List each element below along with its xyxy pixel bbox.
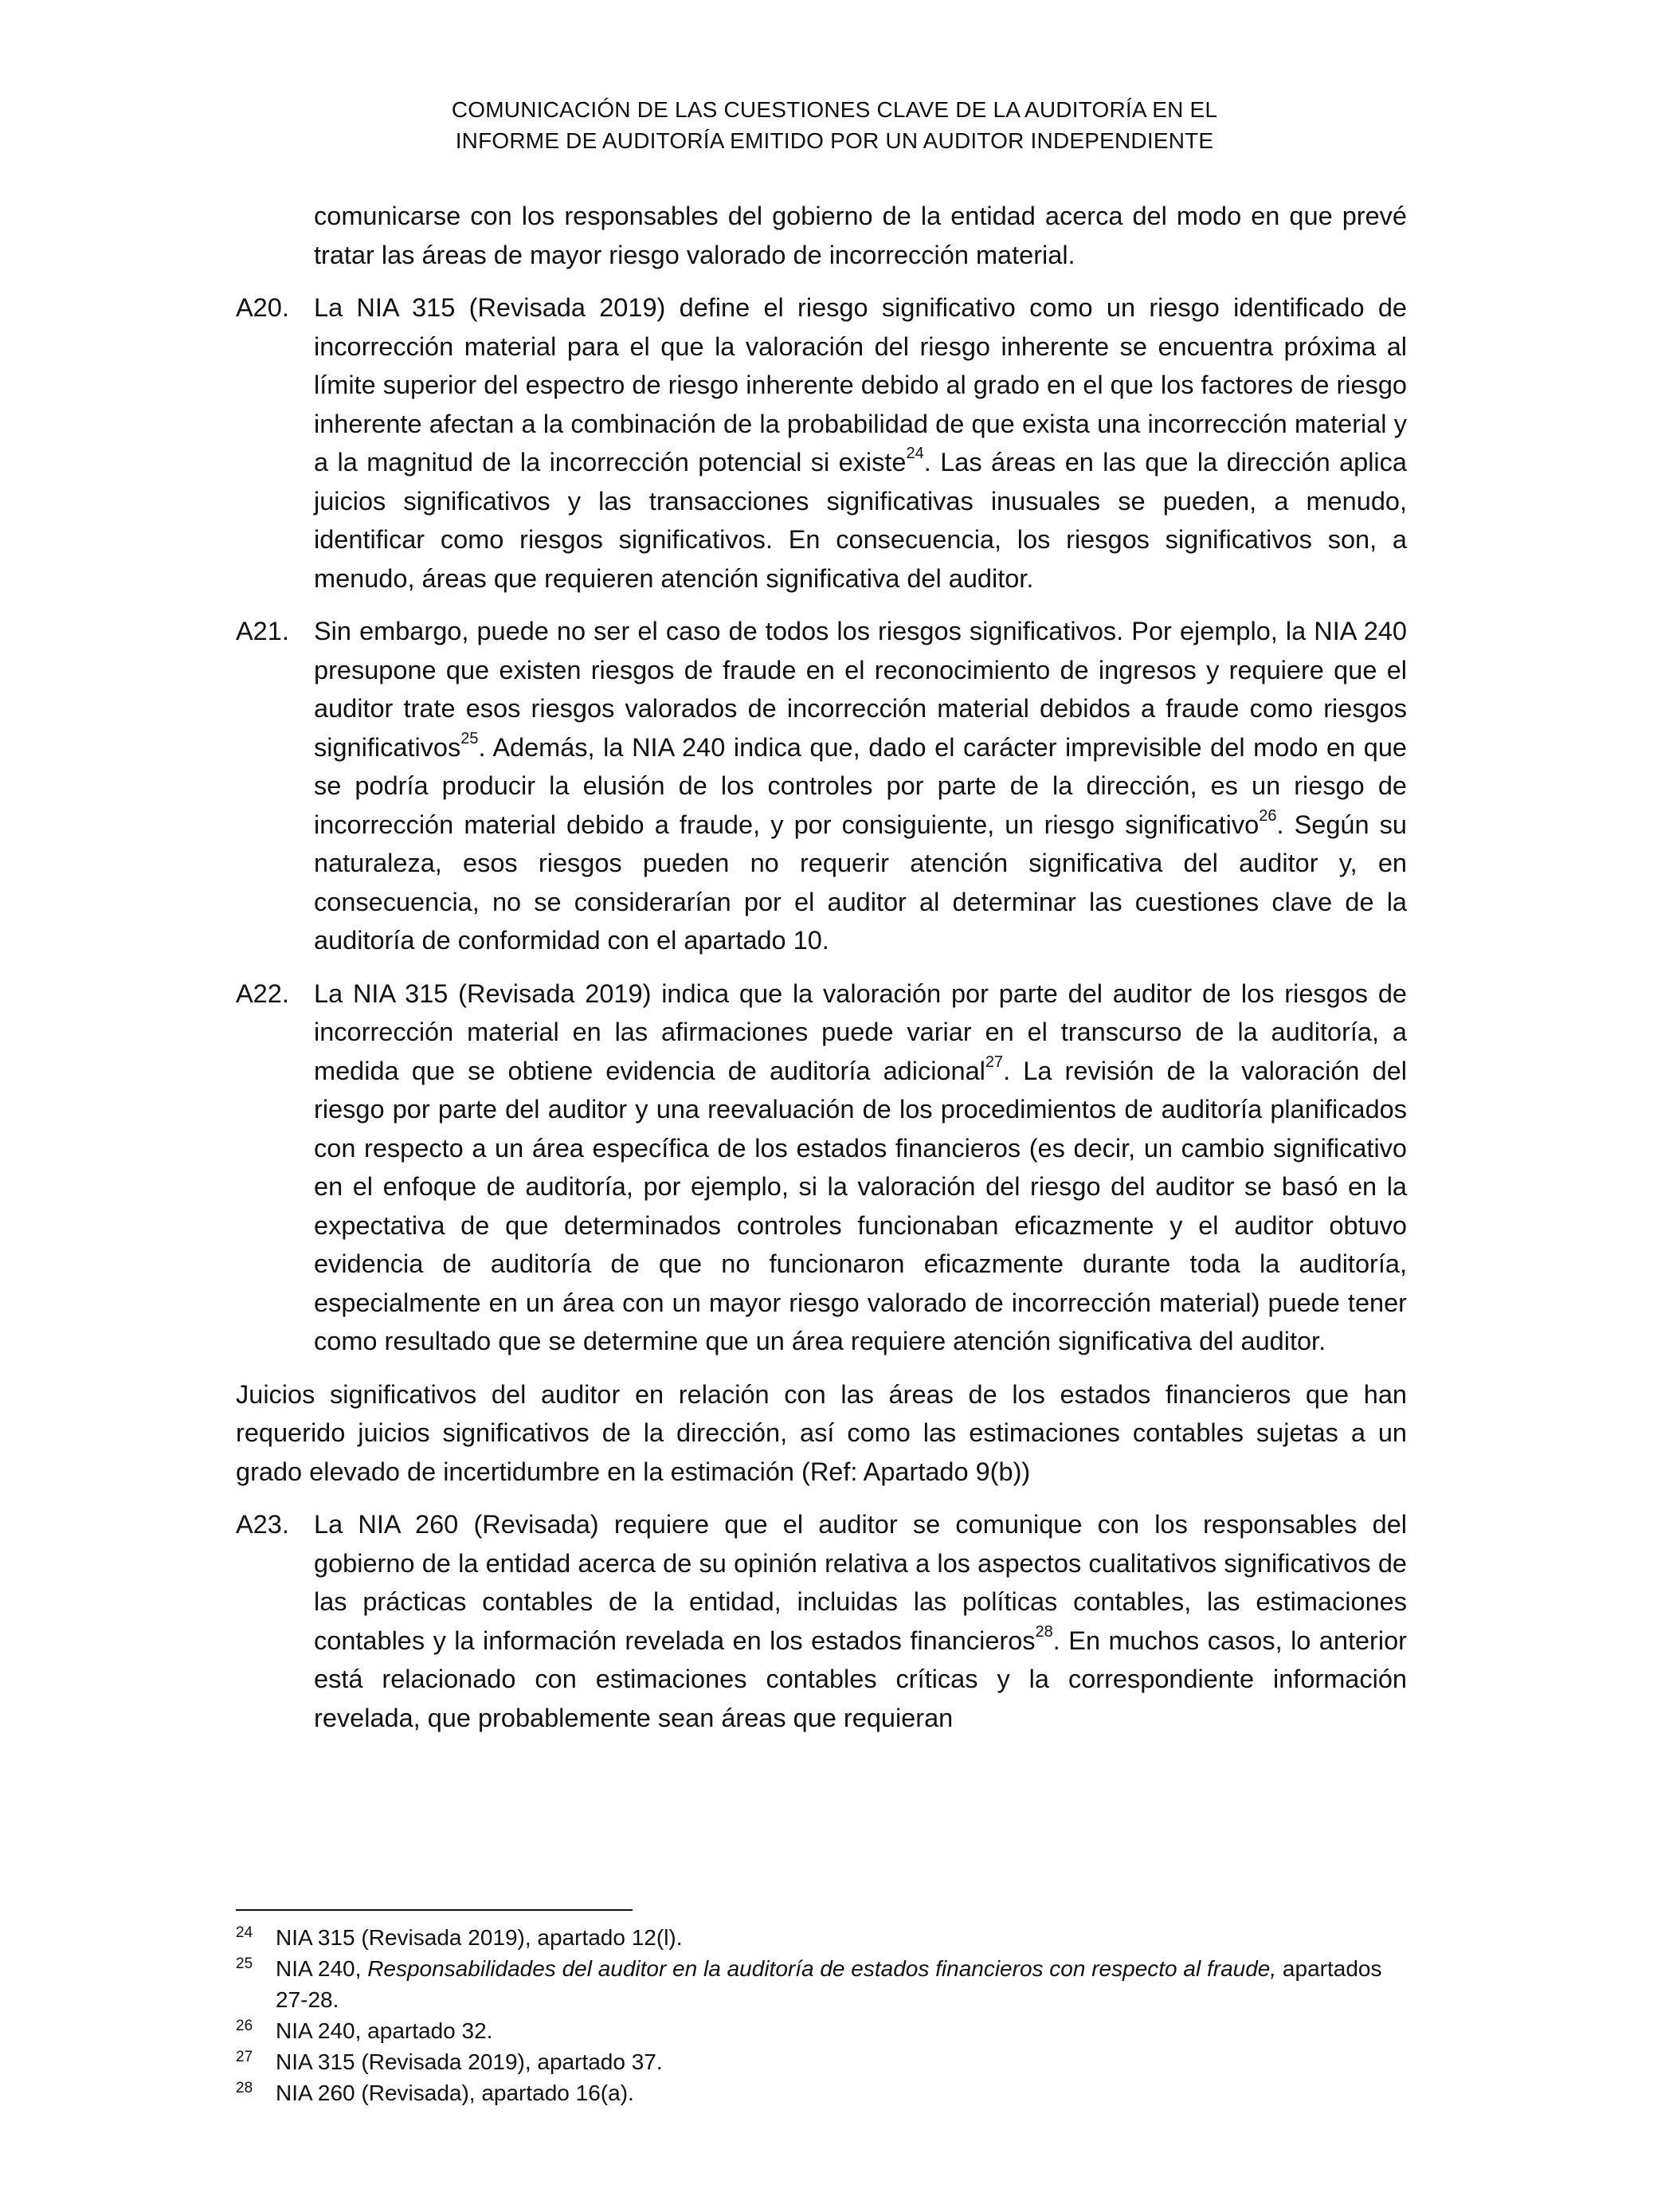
- footnote-24: [236, 1922, 1415, 1953]
- paragraph-a21: [236, 612, 1407, 960]
- page-header: [0, 94, 1669, 156]
- paragraph-a22: [236, 975, 1407, 1361]
- footnote-text: NIA 260 (Revisada), apartado 16(a).: [276, 2081, 634, 2105]
- footnote-number: 28: [236, 2080, 253, 2096]
- footnote-number: 26: [236, 2018, 253, 2034]
- paragraph-text: La NIA 260 (Revisada) requiere que el auditor se comunique con los responsables del gobierno de la entidad acerca de su opinión relativa a los aspectos cualitativos significativos de las prácticas contables de la entidad, incluidas las políticas contables, las estimaciones contables y la información revelada en los estados financieros: [314, 1510, 1407, 1655]
- footnote-text: NIA 240,: [276, 1956, 368, 1981]
- footnote-25: [236, 1953, 1415, 2015]
- footnote-ref: 26: [1259, 806, 1277, 825]
- footnote-ref: 25: [460, 729, 479, 747]
- footnote-text: apartados 27-28.: [276, 1956, 1382, 2012]
- paragraph-text: Sin embargo, puede no ser el caso de todos los riesgos significativos. Por ejemplo, la NIA 240 presupone que existen riesgos de fraude en el reconocimiento de ingresos y requiere que el auditor trate esos riesgos valorados de incorrección material debidos a fraude como riesgos significativos: [314, 617, 1407, 762]
- footnote-27: [236, 2046, 1415, 2077]
- continuation-paragraph: comunicarse con los responsables del gobierno de la entidad acerca del modo en que prevé tratar las áreas de mayor riesgo valorado de incorrección material.: [314, 202, 1407, 269]
- footnote-number: 25: [236, 1955, 253, 1972]
- footnote-text: NIA 315 (Revisada 2019), apartado 12(l).: [276, 1925, 683, 1950]
- section-subheading: Juicios significativos del auditor en relación con las áreas de los estados financieros que han requerido juicios significativos de la dirección, así como las estimaciones contables sujetas a un grado elevado de incertidumbre en la estimación (Ref: Apartado 9(b)): [236, 1379, 1407, 1486]
- header-line-1: COMUNICACIÓN DE LAS CUESTIONES CLAVE DE LA AUDITORÍA EN EL: [451, 97, 1218, 122]
- header-line-2: INFORME DE AUDITORÍA EMITIDO POR UN AUDITOR INDEPENDIENTE: [455, 128, 1214, 153]
- paragraph-text: . Las áreas en las que la dirección aplica juicios significativos y las transacciones significativas inusuales se pueden, a menudo, identificar como riesgos significativos. En consecuencia, los riesgos significativos son, a menudo, áreas que requieren atención significativa del auditor.: [314, 448, 1407, 593]
- paragraph-number: A21.: [236, 617, 289, 645]
- footnote-title: Responsabilidades del auditor en la auditoría de estados financieros con respecto al fraude,: [367, 1956, 1277, 1981]
- paragraph-text: La NIA 315 (Revisada 2019) indica que la valoración por parte del auditor de los riesgos de incorrección material en las afirmaciones puede variar en el transcurso de la auditoría, a medida que se obtiene evidencia de auditoría adicional: [314, 979, 1407, 1085]
- paragraph-text: . La revisión de la valoración del riesgo por parte del auditor y una reevaluación de los procedimientos de auditoría planificados con respecto a un área específica de los estados financieros (es decir, un cambio significativo en el enfoque de auditoría, por ejemplo, si la valoración del riesgo del auditor se basó en la expectativa de que determinados controles funcionaban eficazmente y el auditor obtuvo evidencia de auditoría de que no funcionaron eficazmente durante toda la auditoría, especialmente en un área con un mayor riesgo valorado de incorrección material) puede tener como resultado que se determine que un área requiere atención significativa del auditor.: [314, 1056, 1407, 1355]
- footnote-26: [236, 2015, 1415, 2046]
- paragraph-a20: [236, 288, 1407, 598]
- footnote-divider: [236, 1909, 633, 1911]
- footnote-ref: 24: [906, 445, 924, 463]
- paragraph-text: . En muchos casos, lo anterior está relacionado con estimaciones contables críticas y la correspondiente información revelada, que probablemente sean áreas que requieran: [314, 1626, 1407, 1732]
- footnote-ref: 28: [1035, 1622, 1053, 1641]
- paragraph-number: A20.: [236, 293, 289, 322]
- paragraph-text: . Además, la NIA 240 indica que, dado el carácter imprevisible del modo en que se podría producir la elusión de los controles por parte de la dirección, es un riesgo de incorrección material debido a fraude, y por consiguiente, un riesgo significativo: [314, 732, 1407, 839]
- footnote-28: [236, 2077, 1415, 2108]
- footnotes: [236, 1922, 1415, 2108]
- paragraph-text: . Según su naturaleza, esos riesgos pueden no requerir atención significativa del auditor y, en consecuencia, no se considerarían por el auditor al determinar las cuestiones clave de la auditoría de conformidad con el apartado 10.: [314, 810, 1408, 955]
- footnote-ref: 27: [985, 1053, 1004, 1071]
- paragraph-number: A22.: [236, 979, 289, 1008]
- paragraph-a23: [236, 1505, 1407, 1737]
- footnote-number: 24: [236, 1924, 253, 1941]
- paragraph-number: A23.: [236, 1510, 289, 1539]
- footnote-text: NIA 240, apartado 32.: [276, 2018, 493, 2043]
- footnote-text: NIA 315 (Revisada 2019), apartado 37.: [276, 2049, 663, 2074]
- footnote-number: 27: [236, 2049, 253, 2065]
- paragraph-text: La NIA 315 (Revisada 2019) define el riesgo significativo como un riesgo identificado de incorrección material para el que la valoración del riesgo inherente se encuentra próxima al límite superior del espectro de riesgo inherente debido al grado en el que los factores de riesgo inherente afectan a la combinación de la probabilidad de que exista una incorrección material y a la magnitud de la incorrección potencial si existe: [314, 293, 1407, 477]
- body-text: [236, 197, 1407, 1737]
